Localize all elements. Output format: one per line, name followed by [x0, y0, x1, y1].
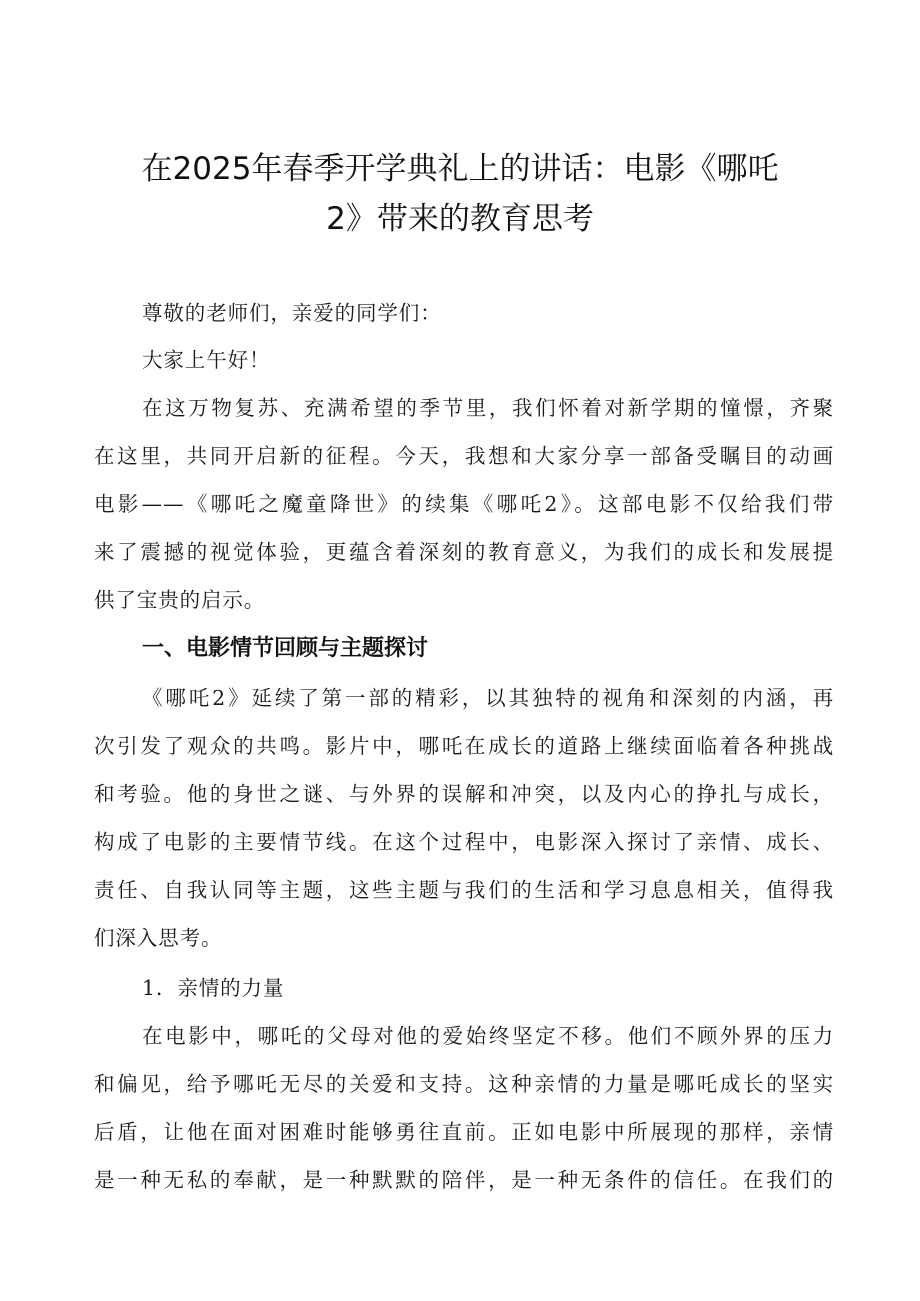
intro-line: 电影——《哪吒之魔童降世》的续集《哪吒2》。这部电影不仅给我们带 [94, 492, 834, 516]
intro-line: 在这万物复苏、充满希望的季节里，我们怀着对新学期的憧憬，齐聚 [142, 396, 834, 420]
section1-line: 责任、自我认同等主题，这些主题与我们的生活和学习息息相关，值得我 [94, 878, 834, 902]
subsection-heading-1: 1．亲情的力量 [142, 976, 285, 1000]
subsection1-line: 在电影中，哪吒的父母对他的爱始终坚定不移。他们不顾外界的压力 [142, 1024, 834, 1048]
section1-line: 构成了电影的主要情节线。在这个过程中，电影深入探讨了亲情、成长、 [94, 830, 834, 854]
intro-line: 在这里，共同开启新的征程。今天，我想和大家分享一部备受瞩目的动画 [94, 444, 834, 468]
document-title-line-2: 2》带来的教育思考 [326, 201, 594, 237]
document-title-line-1: 在2025年春季开学典礼上的讲话：电影《哪吒 [141, 151, 779, 187]
intro-line: 来了震撼的视觉体验，更蕴含着深刻的教育意义，为我们的成长和发展提 [94, 540, 834, 564]
section-heading-1: 一、电影情节回顾与主题探讨 [142, 636, 429, 661]
subsection1-line: 是一种无私的奉献，是一种默默的陪伴，是一种无条件的信任。在我们的 [94, 1168, 834, 1192]
subsection1-line: 和偏见，给予哪吒无尽的关爱和支持。这种亲情的力量是哪吒成长的坚实 [94, 1072, 834, 1096]
section1-line: 和考验。他的身世之谜、与外界的误解和冲突，以及内心的挣扎与成长， [94, 782, 834, 806]
section1-line: 次引发了观众的共鸣。影片中，哪吒在成长的道路上继续面临着各种挑战 [94, 734, 834, 758]
section1-line: 《哪吒2》延续了第一部的精彩，以其独特的视角和深刻的内涵，再 [142, 686, 834, 710]
intro-line: 供了宝贵的启示。 [94, 588, 266, 612]
section1-line: 们深入思考。 [94, 926, 223, 950]
salutation: 尊敬的老师们，亲爱的同学们： [142, 301, 442, 325]
subsection1-line: 后盾，让他在面对困难时能够勇往直前。正如电影中所展现的那样，亲情 [94, 1120, 834, 1144]
greeting: 大家上午好！ [142, 348, 271, 372]
